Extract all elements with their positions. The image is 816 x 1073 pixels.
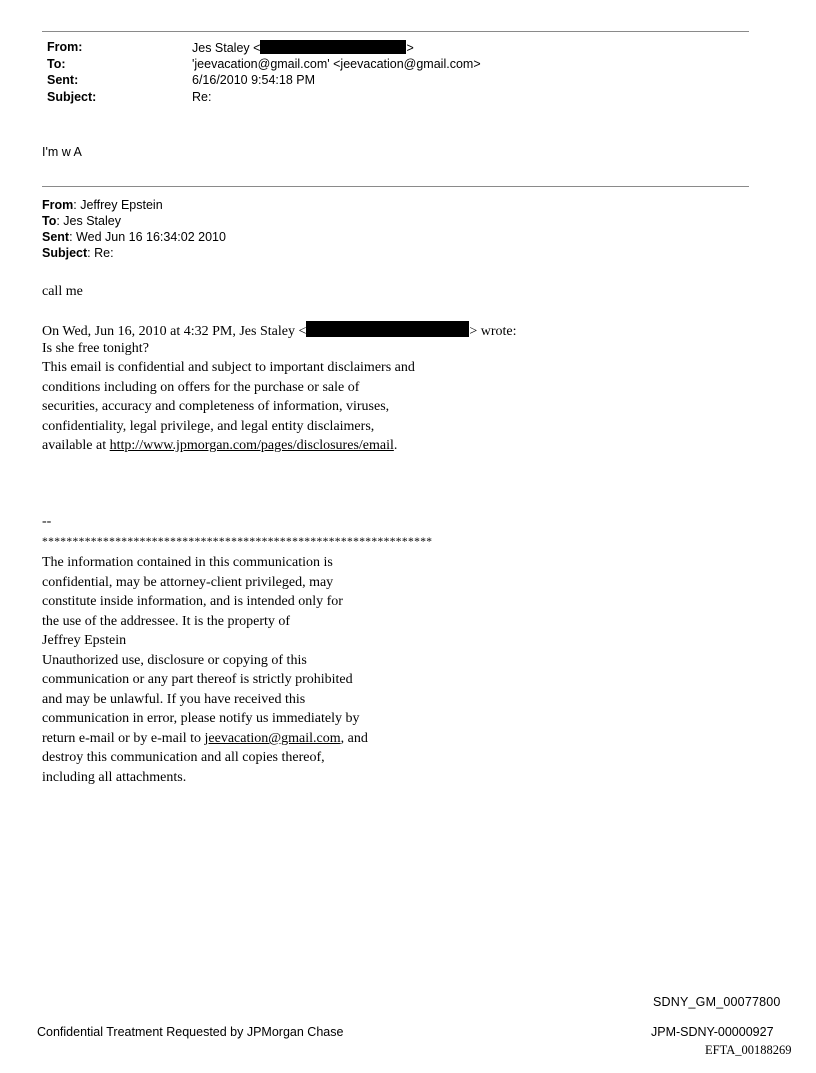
quoted-body: call me [42, 284, 83, 299]
from-value [192, 40, 414, 55]
quoted-subject-value: : Re: [87, 246, 114, 260]
bates-efta: EFTA_00188269 [705, 1043, 792, 1057]
quote-divider [42, 186, 749, 187]
notice-line: constitute inside information, and is intended only for [42, 594, 343, 609]
notice-line: and may be unlawful. If you have received this [42, 692, 306, 707]
signature-dashes: -- [42, 514, 52, 529]
nested-intro [42, 321, 517, 340]
notice-line: the use of the addressee. It is the property of [42, 614, 291, 629]
quoted-to-label: To [42, 214, 57, 228]
sent-label: Sent: [47, 73, 79, 87]
reply-body: I'm w A [42, 145, 82, 159]
notice-line: destroy this communication and all copies thereof, [42, 750, 325, 765]
quoted-subject-row [42, 245, 114, 261]
top-divider [42, 31, 749, 32]
from-close: > [406, 41, 414, 55]
bates-sdny-gm: SDNY_GM_00077800 [653, 995, 781, 1009]
quoted-sent-label: Sent [42, 230, 70, 244]
available-prefix: available at [42, 438, 110, 453]
quoted-subject-label: Subject [42, 246, 88, 260]
bates-jpm-sdny: JPM-SDNY-00000927 [651, 1025, 774, 1039]
disclaimer-available-line [42, 438, 397, 454]
notice-line: The information contained in this communication is [42, 555, 333, 570]
nested-intro-after: > wrote: [469, 324, 517, 339]
disclaimer-line: confidentiality, legal privilege, and legal entity disclaimers, [42, 419, 375, 434]
notice-line: communication in error, please notify us immediately by [42, 711, 360, 726]
disclosures-link[interactable]: http://www.jpmorgan.com/pages/disclosures/email [109, 438, 394, 453]
disclaimer-line: conditions including on offers for the purchase or sale of [42, 380, 360, 395]
subject-value: Re: [192, 90, 212, 104]
quoted-from-value: : Jeffrey Epstein [73, 198, 163, 212]
confidential-footer: Confidential Treatment Requested by JPMorgan Chase [37, 1025, 344, 1039]
redaction-box [260, 40, 406, 54]
quoted-to-row [42, 213, 121, 229]
notice-return-line [42, 731, 368, 747]
to-label: To: [47, 57, 66, 71]
signature-stars: **************************************************************** [42, 536, 433, 548]
notice-line: Unauthorized use, disclosure or copying of this [42, 653, 307, 668]
quoted-sent-value: : Wed Jun 16 16:34:02 2010 [69, 230, 226, 244]
quoted-sent-row [42, 229, 226, 245]
quoted-from-row [42, 197, 163, 213]
nested-intro-before: On Wed, Jun 16, 2010 at 4:32 PM, Jes Staley < [42, 324, 307, 339]
return-prefix: return e-mail or by e-mail to [42, 731, 205, 746]
email-link[interactable]: jeevacation@gmail.com [204, 731, 341, 746]
disclaimer-line: This email is confidential and subject to important disclaimers and [42, 360, 415, 375]
subject-label: Subject: [47, 90, 97, 104]
nested-question: Is she free tonight? [42, 341, 149, 356]
notice-line: Jeffrey Epstein [42, 633, 127, 648]
to-value: 'jeevacation@gmail.com' <jeevacation@gmail.com> [192, 57, 481, 71]
return-suffix: , and [340, 731, 368, 746]
notice-line: confidential, may be attorney-client privileged, may [42, 575, 334, 590]
quoted-to-value: : Jes Staley [56, 214, 121, 228]
from-label: From: [47, 40, 83, 54]
from-name: Jes Staley < [192, 41, 261, 55]
available-suffix: . [393, 438, 398, 453]
redaction-box [306, 321, 469, 337]
sent-value: 6/16/2010 9:54:18 PM [192, 73, 316, 87]
notice-line: including all attachments. [42, 770, 187, 785]
quoted-from-label: From [42, 198, 74, 212]
disclaimer-line: securities, accuracy and completeness of information, viruses, [42, 399, 390, 414]
notice-line: communication or any part thereof is strictly prohibited [42, 672, 353, 687]
